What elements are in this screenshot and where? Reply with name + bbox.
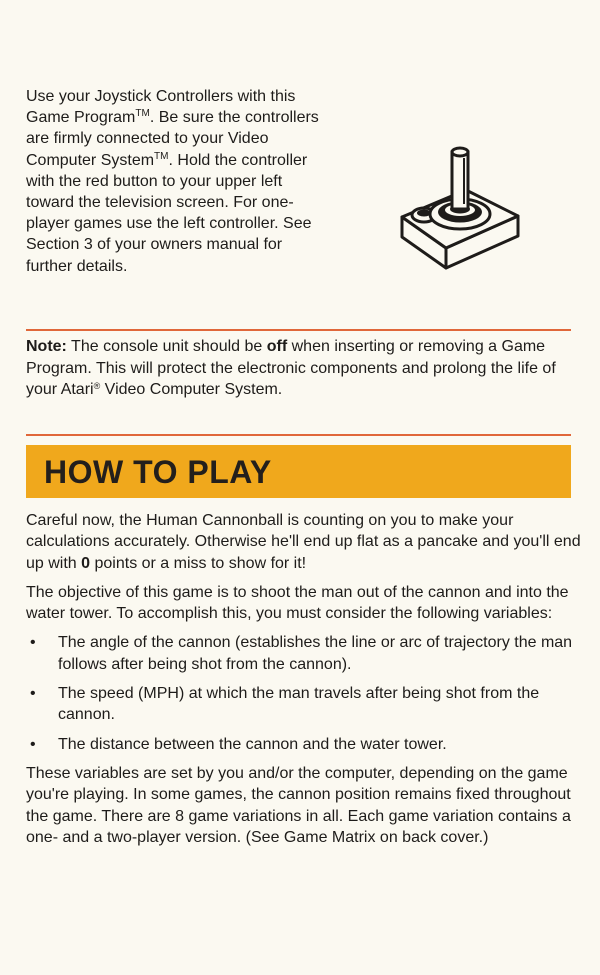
paragraph-intro xyxy=(26,510,586,574)
paragraph-text: points or a miss to show for it! xyxy=(90,554,307,572)
list-item xyxy=(26,683,583,726)
note-bold-word: off xyxy=(266,338,288,355)
list-item xyxy=(26,734,583,755)
note-paragraph xyxy=(26,336,576,401)
divider-rule xyxy=(26,434,571,436)
section-title: HOW TO PLAY xyxy=(44,454,272,490)
registered-mark: ® xyxy=(93,381,101,391)
note-label: Note: xyxy=(26,338,67,355)
list-item-text: The angle of the cannon (establishes the line or arc of trajectory the man follows after being shot from the cannon). xyxy=(58,634,573,673)
note-text-2: when inserting or removing a Game Program. This will protect the electronic components and prolong the life of your Atari xyxy=(26,338,556,398)
trademark-mark: TM xyxy=(135,108,150,120)
list-item-text: The speed (MPH) at which the man travels after being shot from the cannon. xyxy=(58,685,540,724)
bullet-icon: • xyxy=(30,685,36,703)
bold-zero: 0 xyxy=(81,554,91,572)
paragraph-variations: These variables are set by you and/or the computer, depending on the game you're playing. In some games, the cannon position remains fixed throughout the game. There are 8 game variations in all. Each game variation contains a one- and a two-player version. (See Game Matrix on back cover.) xyxy=(26,764,571,846)
trademark-mark: TM xyxy=(154,150,169,162)
paragraph-objective: The objective of this game is to shoot the man out of the cannon and into the water tower. To accomplish this, you must consider the following variables: xyxy=(26,583,569,623)
bullet-icon: • xyxy=(30,634,36,652)
variables-list xyxy=(26,632,586,754)
list-item xyxy=(26,632,583,675)
note-text-3: Video Computer System. xyxy=(100,381,283,398)
intro-text-2: . Be sure the controllers are firmly connected to your Video Computer System xyxy=(26,109,319,169)
intro-text-3: . Hold the controller with the red button to your upper left toward the television screen. For one-player games use the left controller. See Section 3 of your owners manual for further details. xyxy=(26,151,312,275)
list-item-text: The distance between the cannon and the water tower. xyxy=(58,735,447,753)
intro-text-1: Use your Joystick Controllers with this Game Program xyxy=(26,88,296,127)
note-text-1: The console unit should be xyxy=(66,338,267,355)
section-banner xyxy=(26,445,571,498)
divider-rule xyxy=(26,329,571,331)
how-to-play-body xyxy=(26,510,586,856)
joystick-icon xyxy=(394,142,526,280)
bullet-icon: • xyxy=(30,735,36,753)
intro-paragraph xyxy=(26,86,331,277)
paragraph-text: Careful now, the Human Cannonball is counting on you to make your calculations accurately. Otherwise he'll end up flat as a pancake and you'll end up with xyxy=(26,512,581,572)
